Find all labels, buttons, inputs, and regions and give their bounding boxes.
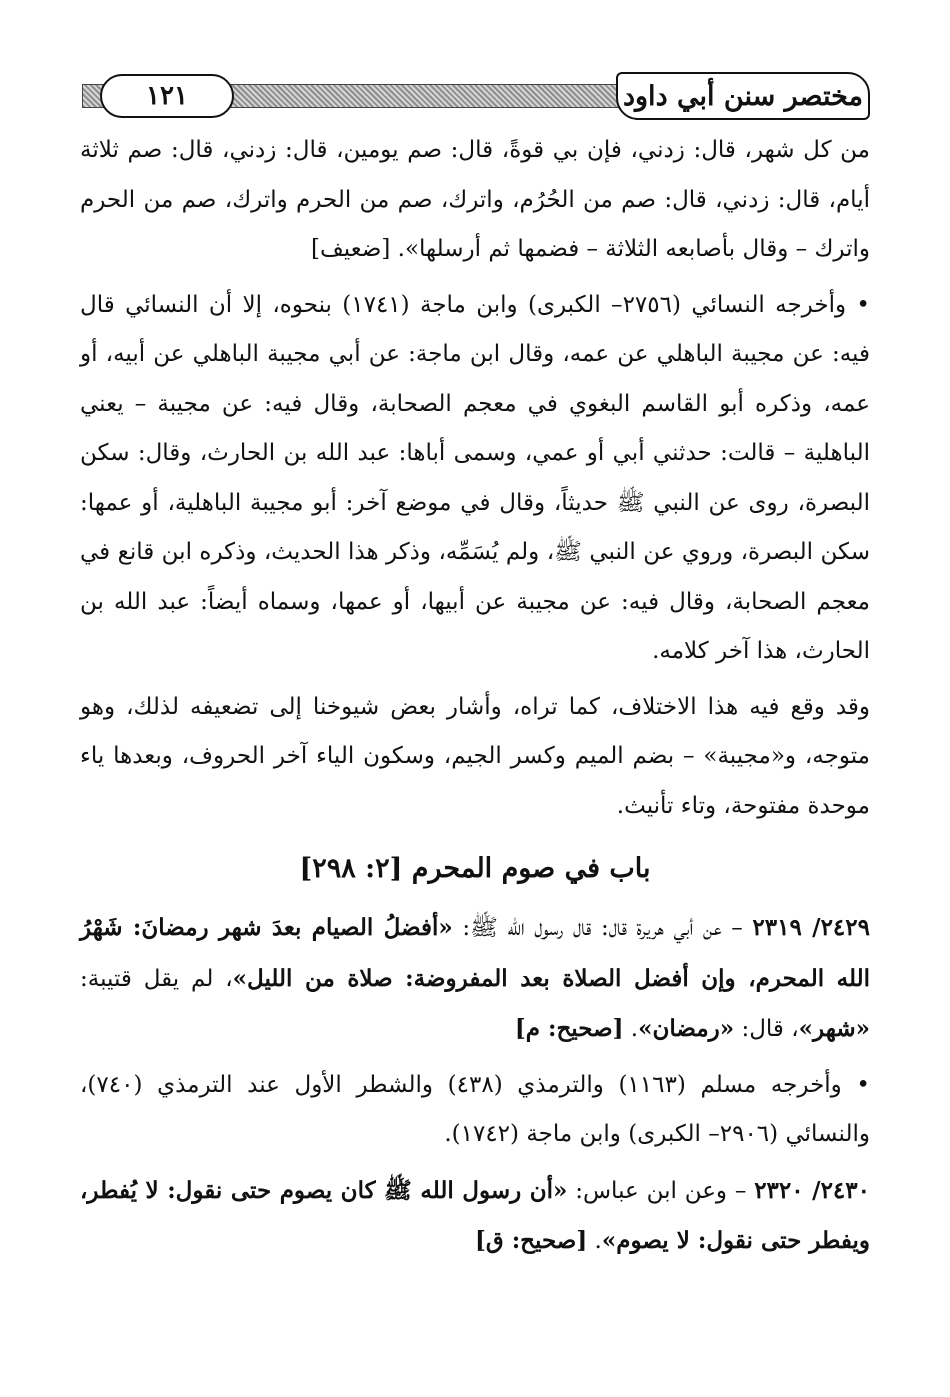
paragraph-commentary xyxy=(80,683,870,832)
hadith-2430 xyxy=(80,1166,870,1267)
hadith-text: «أن رسول الله ﷺ كان يصوم حتى نقول: لا يُفطر، ويفطر حتى نقول: لا يصوم» xyxy=(80,1176,870,1254)
hadith-word: «شهر» xyxy=(798,1015,870,1042)
chapter-title: باب في صوم المحرم [٢: ٢٩٨] xyxy=(299,853,651,884)
paragraph-takhrij-nasai xyxy=(80,281,870,677)
paragraph-text: من كل شهر، قال: زدني، فإن بي قوةً، قال: صم يومين، قال: زدني، قال: صم ثلاثة أيام، قال: زدني، قال: صم من الحُرُم، واترك، صم من الحرم واترك، صم من الحرم واترك – وقال بأصابعه الثلاثة – فضمها ثم أرسلها». [ضعيف] xyxy=(80,137,870,262)
book-title: مختصر سنن أبي داود xyxy=(616,72,870,120)
hadith-grade: [صحيح: م] xyxy=(514,1015,624,1042)
hadith-punct: . xyxy=(587,1228,602,1254)
hadith-number: ٢٤٢٩/ ٢٣١٩ xyxy=(752,914,870,941)
hadith-text: «أفضلُ الصيام بعدَ شهر رمضانَ: شَهْرُ الله المحرم، وإن أفضل الصلاة بعد المفروضة: صلاة من الليل» xyxy=(80,914,871,992)
page-body xyxy=(80,126,870,1267)
hadith-note: ، قال: xyxy=(734,1016,799,1042)
hadith-word: «رمضان» xyxy=(638,1015,735,1042)
hadith-note: ، لم يقل قتيبة: xyxy=(80,965,233,992)
paragraph-continuation xyxy=(80,126,870,275)
hadith-number: ٢٤٣٠/ ٢٣٢٠ xyxy=(754,1176,870,1204)
paragraph-text: • وأخرجه النسائي (٢٧٥٦– الكبرى) وابن ماجة (١٧٤١) بنحوه، إلا أن النسائي قال فيه: عن مجيبة الباهلي عن عمه، وقال ابن ماجة: عن أبي مجيبة الباهلي عن أبيه، أو عمه، وذكره أبو القاسم البغوي في معجم الصحابة، وقال فيه: عن مجيبة – يعني الباهلية – قالت: حدثني أبي أو عمي، وسمى أباها: عبد الله بن الحارث، وقال: سكن البصرة، روى عن النبي ﷺ حديثاً، وقال في موضع آخر: أبو مجيبة الباهلية، أو عمها: سكن البصرة، وروي عن النبي ﷺ، ولم يُسَمِّه، وذكر هذا الحديث، وذكره ابن قانع في معجم الصحابة، وقال فيه: عن مجيبة عن أبيها، أو عمها، وسماه أيضاً: عبد الله بن الحارث، هذا آخر كلامه. xyxy=(80,291,870,664)
page-header xyxy=(82,72,870,120)
paragraph-text: وقد وقع فيه هذا الاختلاف، كما تراه، وأشار بعض شيوخنا إلى تضعيفه لذلك، وهو متوجه، و«مجيبة» – بضم الميم وكسر الجيم، وسكون الياء آخر الحروف، وبعدها ياء موحدة مفتوحة، وتاء تأنيث. xyxy=(80,693,870,819)
hadith-narration: – وعن ابن عباس: xyxy=(567,1177,755,1204)
hadith-punct: . xyxy=(623,1016,639,1042)
page-number: ١٢١ xyxy=(100,74,234,118)
hadith-narration: – عن أبي هريرة قال: قال رسول الله ﷺ: xyxy=(452,915,753,941)
hadith-grade: [صحيح: ق] xyxy=(474,1227,588,1254)
takhrij-2429 xyxy=(80,1061,870,1160)
paragraph-text: • وأخرجه مسلم (١١٦٣) والترمذي (٤٣٨) والشطر الأول عند الترمذي (٧٤٠)، والنسائي (٢٩٠٦– الكبرى) وابن ماجة (١٧٤٢). xyxy=(80,1071,870,1147)
hadith-2429 xyxy=(80,903,870,1055)
